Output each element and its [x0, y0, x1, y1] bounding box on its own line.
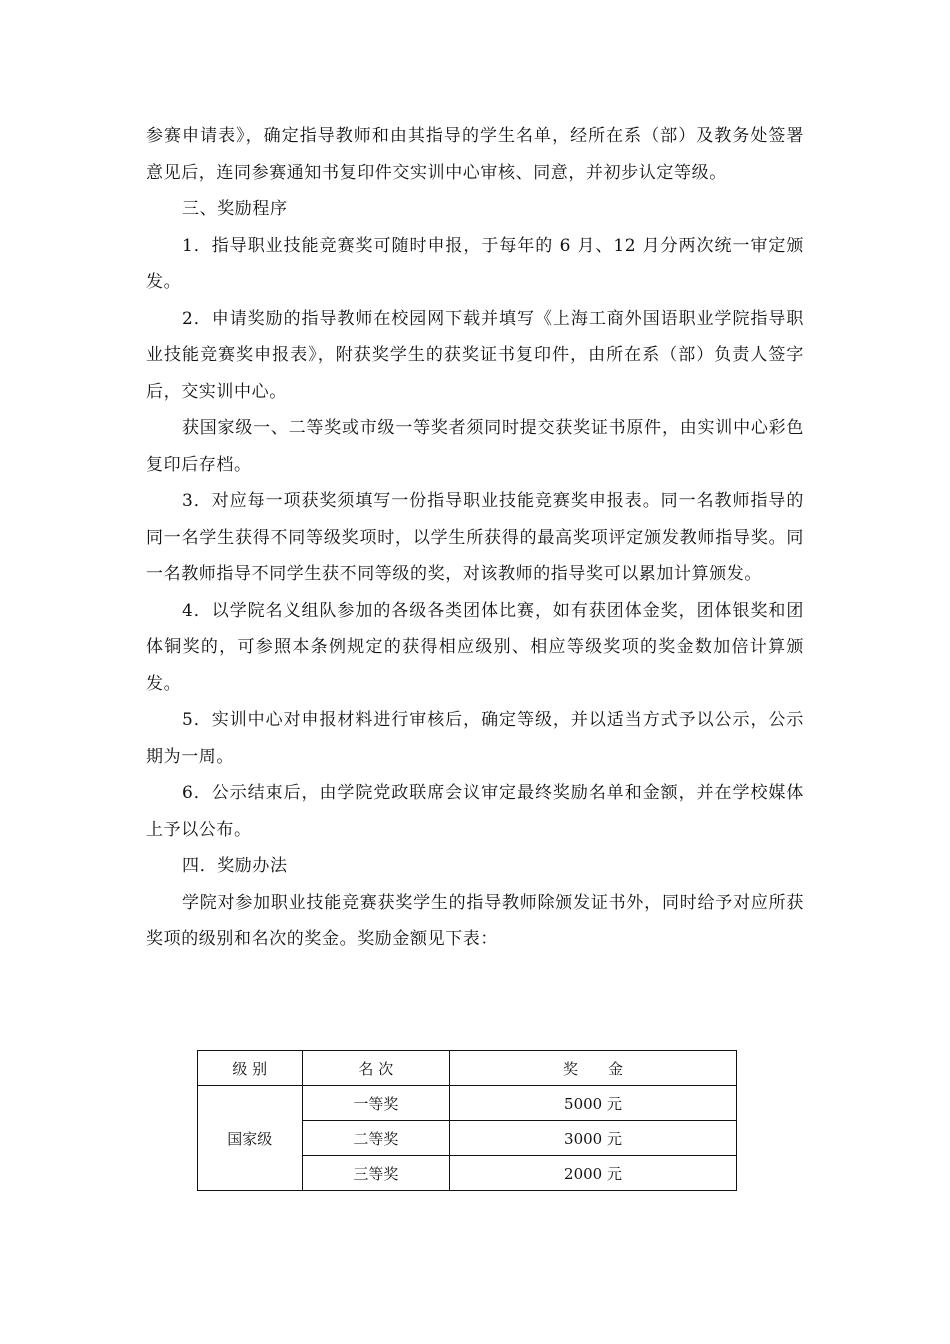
header-amount: 奖 金 [450, 1051, 737, 1086]
paragraph-procedure-3: 3．对应每一项获奖须填写一份指导职业技能竞赛奖申报表。同一名教师指导的同一名学生获得不同等级奖项时，以学生所获得的最高奖项评定颁发教师指导奖。同一名教师指导不同学生获不同等级的奖，对该教师的指导奖可以累加计算颁发。 [146, 491, 804, 584]
paragraph-procedure-4: 4．以学院名义组队参加的各级各类团体比赛，如有获团体金奖，团体银奖和团体铜奖的，可参照本条例规定的获得相应级别、相应等级奖项的奖金数加倍计算颁发。 [146, 600, 804, 694]
prize-amount-table [197, 1050, 737, 1191]
amount-cell: 5000 元 [450, 1086, 737, 1121]
paragraph-procedure-5: 5．实训中心对申报材料进行审核后，确定等级，并以适当方式予以公示，公示期为一周。 [146, 710, 804, 767]
header-rank: 名 次 [302, 1051, 449, 1086]
paragraph-procedure-6: 6．公示结束后，由学院党政联席会议审定最终奖励名单和金额，并在学校媒体上予以公布。 [146, 783, 804, 840]
rank-cell: 一等奖 [302, 1086, 449, 1121]
table-row [198, 1086, 737, 1121]
header-level: 级 别 [198, 1051, 303, 1086]
paragraph-procedure-2: 2．申请奖励的指导教师在校园网下载并填写《上海工商外国语职业学院指导职业技能竞赛奖申报表》，附获奖学生的获奖证书复印件，由所在系（部）负责人签字后，交实训中心。 [146, 308, 804, 402]
paragraph-reward-method: 学院对参加职业技能竞赛获奖学生的指导教师除颁发证书外，同时给予对应所获奖项的级别和名次的奖金。奖励金额见下表： [146, 892, 804, 949]
amount-cell: 3000 元 [450, 1121, 737, 1156]
paragraph-procedure-1: 1．指导职业技能竞赛奖可随时申报，于每年的 6 月、12 月分两次统一审定颁发。 [146, 235, 804, 292]
document-body [146, 118, 804, 958]
table-header-row [198, 1051, 737, 1086]
amount-cell: 2000 元 [450, 1156, 737, 1191]
paragraph-procedure-2-note: 获国家级一、二等奖或市级一等奖者须同时提交获奖证书原件，由实训中心彩色复印后存档。 [146, 418, 804, 475]
rank-cell: 二等奖 [302, 1121, 449, 1156]
section-heading-reward-procedure: 三、奖励程序 [182, 199, 288, 219]
paragraph-application-continued: 参赛申请表》，确定指导教师和由其指导的学生名单，经所在系（部）及教务处签署意见后，连同参赛通知书复印件交实训中心审核、同意，并初步认定等级。 [146, 126, 804, 183]
level-national: 国家级 [198, 1086, 303, 1191]
rank-cell: 三等奖 [302, 1156, 449, 1191]
section-heading-reward-method: 四．奖励办法 [182, 856, 288, 876]
